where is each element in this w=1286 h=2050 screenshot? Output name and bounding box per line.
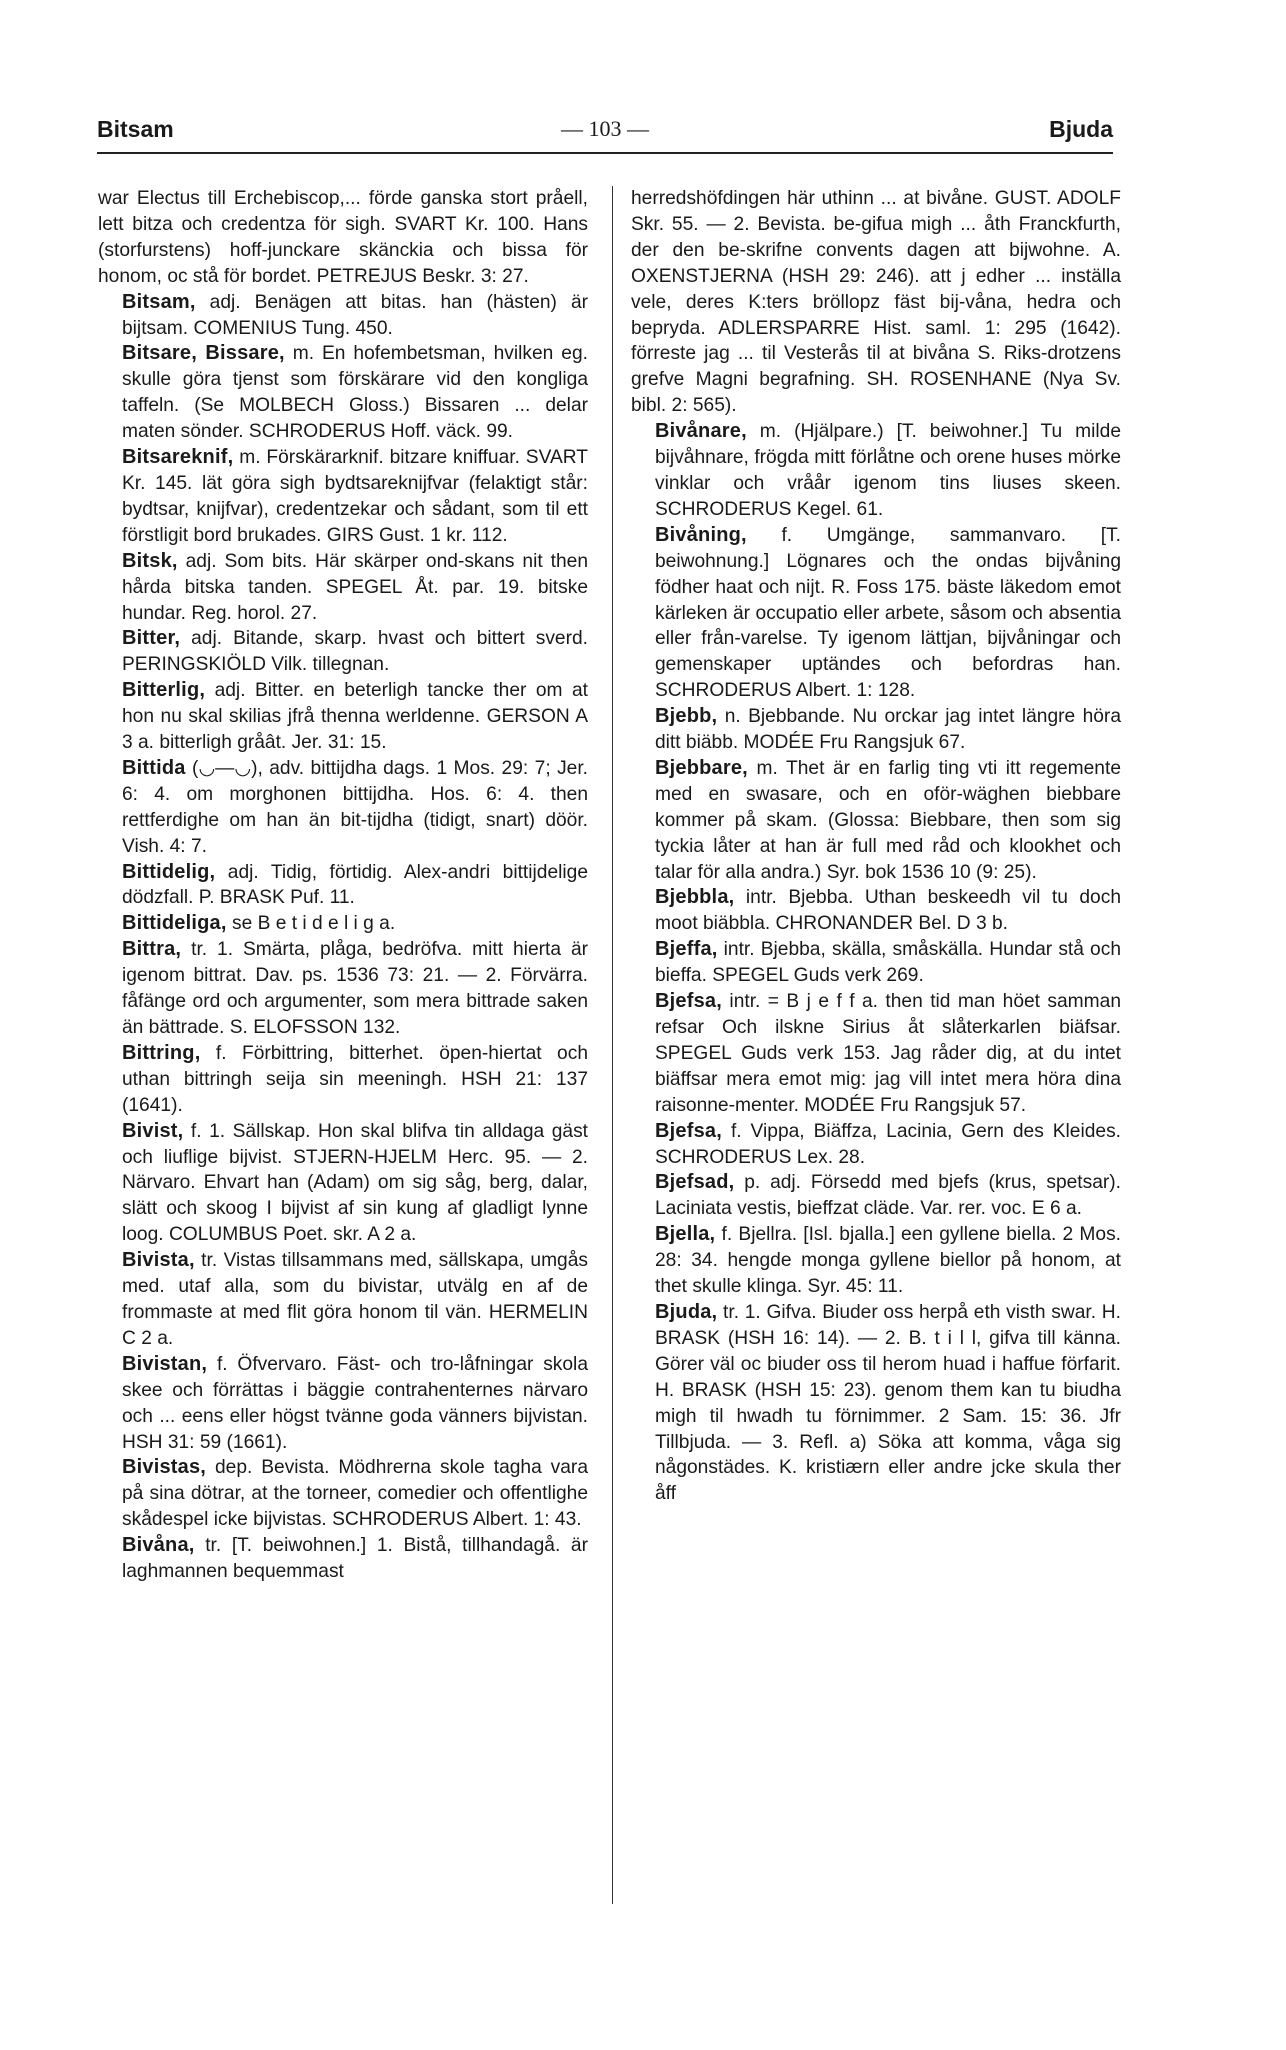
dictionary-entry: [631, 756, 1121, 886]
entry-text: intr. Bjebba. Uthan beskeedh vil tu doch moot biäbbla. CHRONANDER Bel. D 3 b.: [655, 887, 1121, 935]
dictionary-entry: [98, 1248, 588, 1352]
headword: Bivistan,: [122, 1352, 208, 1375]
headword: Bittideliga,: [122, 912, 227, 935]
dictionary-entry: [631, 419, 1121, 523]
left-column: [98, 186, 588, 1585]
entry-text: tr. 1. Gifva. Biuder oss herpå eth visth swar. H. BRASK (HSH 16: 14). — 2. B. t i l l, gifva till känna. Görer väl oc biuder oss til herom huad i haffue förfarit. H. BRASK (HSH 15: 23). genom them kan tu biudha migh til hwadh tu förnimmer. 2 Sam. 15: 36. Jfr Tillbjuda. — 3. Refl. a) Söka att komma, våga sig någonstädes. K. kristiærn eller andre jcke skula ther åff: [655, 1301, 1121, 1505]
entry-text: tr. Vistas tillsammans med, sällskapa, umgås med. utaf alla, som du bivistar, utvälg en af de frommaste at med flit göra honom til vän. HERMELIN C 2 a.: [122, 1250, 588, 1349]
headword: Bjefsa,: [655, 1119, 722, 1142]
dictionary-entry: [98, 860, 588, 912]
dictionary-entry: [631, 1119, 1121, 1171]
entry-text: se B e t i d e l i g a.: [226, 913, 396, 935]
entry-text: f. Vippa, Biäffza, Lacinia, Gern des Kleides. SCHRODERUS Lex. 28.: [655, 1120, 1121, 1168]
headword: Bitsare, Bissare,: [122, 342, 285, 365]
dictionary-entry: [631, 1222, 1121, 1300]
entry-text: f. Umgänge, sammanvaro. [T. beiwohnung.] Lögnares och the ondas bijvåning födher haat och nijt. R. Foss 175. bäste läkedom emot kärleken är occupatio eller arbete, såsom och absentia eller från-varelse. Ty igenom lättjan, bijvåningar och gemenskaper uptändes och befordras han. SCHRODERUS Albert. 1: 128.: [655, 524, 1121, 702]
dictionary-entry: [98, 186, 588, 290]
entry-text: adj. Benägen att bitas. han (hästen) är bijtsam. COMENIUS Tung. 450.: [122, 291, 588, 339]
headword: Bjefsad,: [655, 1171, 735, 1194]
dictionary-entry: [631, 186, 1121, 419]
dictionary-entry: [98, 549, 588, 627]
headword: Bitterlig,: [122, 679, 206, 702]
headword: Bitsam,: [122, 290, 196, 313]
dictionary-entry: [631, 885, 1121, 937]
entry-text: intr. = B j e f f a. then tid man höet samman refsar Och ilskne Sirius åt slåterkarlen biäfsar. SPEGEL Guds verk 153. Jag råder dig, at du intet biäffsar mera emot mig: jag vill intet mera höra dina raisonne-menter. MODÉE Fru Rangsjuk 57.: [655, 991, 1121, 1116]
dictionary-entry: [631, 704, 1121, 756]
dictionary-entry: [98, 678, 588, 756]
headword: Bjebbare,: [655, 756, 748, 779]
entry-text: p. adj. Försedd med bjefs (krus, spetsar). Laciniata vestis, bieffzat cläde. Var. rer. voc. E 6 a.: [655, 1172, 1121, 1220]
entry-text: m. En hofembetsman, hvilken eg. skulle göra tjenst som förskärare vid den kongliga taffeln. (Se MOLBECH Gloss.) Bissaren ... delar maten sönder. SCHRODERUS Hoff. väck. 99.: [122, 343, 588, 443]
dictionary-entry: [631, 1170, 1121, 1222]
headword: Bivista,: [122, 1249, 195, 1272]
dictionary-entry: [98, 290, 588, 342]
dictionary-entry: [98, 937, 588, 1041]
entry-text: war Electus till Erchebiscop,... förde ganska stort pråell, lett bitza och credentza för sigh. SVART Kr. 100. Hans (storfurstens) hoff-junckare skänckia och bissa för honom, oc stå för bordet. PETREJUS Beskr. 3: 27.: [98, 188, 588, 287]
headword: Bivånare,: [655, 420, 747, 443]
headword: Bittring,: [122, 1041, 201, 1064]
dictionary-entry: [98, 626, 588, 678]
dictionary-entry: [631, 1300, 1121, 1507]
entry-text: m. Thet är en farlig ting vti itt regemente med en swasare, och en oför-wäghen biebbare kommer på skam. (Glossa: Biebbare, then som sig tyckia låter at han är full med råd och klookhet och talar för alla andra.) Syr. bok 1536 10 (9: 25).: [655, 757, 1121, 883]
entry-text: m. Förskärarknif. bitzare kniffuar. SVART Kr. 145. lät göra sigh bydtsareknijfvar (felaktigt står: bydtsar, knijfvar), credentzekar och sådant, som til ett förstligit bord brukades. GIRS Gust. 1 kr. 112.: [122, 447, 588, 546]
entry-text: m. (Hjälpare.) [T. beiwohner.] Tu milde bijvåhnare, frögda mitt förlåtne och orene huses mörke vinklar och vråår igenom tins liuses skeen. SCHRODERUS Kegel. 61.: [655, 421, 1121, 520]
headword: Bittidelig,: [122, 860, 216, 883]
right-column: [631, 186, 1121, 1507]
headword: Bjefsa,: [655, 990, 722, 1013]
headword: Bjeffa,: [655, 938, 718, 961]
running-head-right: Bjuda: [1049, 116, 1113, 142]
entry-text: tr. 1. Smärta, plåga, bedröfva. mitt hierta är igenom bittrat. Dav. ps. 1536 73: 21. — 2. Förvärra. fåfänge ord och argumenter, som mera bittrade saken än bättrade. S. ELOFSSON 132.: [122, 939, 588, 1038]
dictionary-entry: [98, 1352, 588, 1456]
headword: Bittida: [122, 756, 186, 779]
headword: Bitsareknif,: [122, 446, 234, 469]
headword: Bivåning,: [655, 523, 747, 546]
entry-text: adj. Bitande, skarp. hvast och bittert sverd. PERINGSKIÖLD Vilk. tillegnan.: [122, 628, 588, 676]
entry-text: n. Bjebbande. Nu orckar jag intet längre höra ditt biäbb. MODÉE Fru Rangsjuk 67.: [655, 706, 1121, 754]
page-number: — 103 —: [561, 116, 649, 141]
entry-text: dep. Bevista. Mödhrerna skole tagha vara på sina dötrar, at the torneer, comedier och offentlighe skådespel icke bijvistas. SCHRODERUS Albert. 1: 43.: [122, 1457, 588, 1531]
column-divider: [612, 186, 613, 1904]
dictionary-entry: [98, 756, 588, 860]
headword: Bjebb,: [655, 705, 718, 728]
dictionary-entry: [631, 523, 1121, 704]
dictionary-entry: [98, 1119, 588, 1249]
headword: Bitter,: [122, 627, 181, 650]
headword: Bivistas,: [122, 1456, 207, 1479]
headword: Bittra,: [122, 938, 182, 961]
headword: Bivist,: [122, 1119, 184, 1142]
headword: Bjebbla,: [655, 886, 735, 909]
running-head: [97, 116, 1113, 150]
headword: Bivåna,: [122, 1534, 195, 1557]
headword: Bitsk,: [122, 549, 178, 572]
entry-text: herredshöfdingen här uthinn ... at bivåne. GUST. ADOLF Skr. 55. — 2. Bevista. be-gifua migh ... åth Franckfurth, der den be-skrifne convents dagen att bijwohne. A. OXENSTJERNA (HSH 29: 246). att j edher ... inställa vele, deres K:ters bröllopz fäst bij-våna, hedra och bepryda. ADLERSPARRE Hist. saml. 1: 295 (1642). förreste jag ... til Vesterås til at bivåna S. Riks-drotzens grefve Magni begrafning. SH. ROSENHANE (Nya Sv. bibl. 2: 565).: [631, 188, 1121, 417]
dictionary-entry: [98, 911, 588, 937]
dictionary-entry: [98, 341, 588, 445]
entry-text: f. Förbittring, bitterhet. öpen-hiertat och uthan bittringh seija sin meeningh. HSH 21: 137 (1641).: [122, 1042, 588, 1116]
dictionary-entry: [631, 937, 1121, 989]
headword: Bjuda,: [655, 1300, 718, 1323]
dictionary-entry: [98, 445, 588, 549]
entry-text: f. 1. Sällskap. Hon skal blifva tin alldaga gäst och liuflige bijvist. STJERN-HJELM Herc. 95. — 2. Närvaro. Ehvart han (Adam) om sig såg, berg, dalar, slätt och skoog I bijvist af sin kung af gladligt lynne loog. COLUMBUS Poet. skr. A 2 a.: [122, 1120, 588, 1246]
running-head-left: Bitsam: [97, 116, 174, 142]
entry-text: f. Öfvervaro. Fäst- och tro-låfningar skola skee och förrättas i bäggie contrahenternes närvaro och ... eens eller högst tvänne goda vänners bijvistan. HSH 31: 59 (1661).: [122, 1353, 588, 1453]
entry-text: (◡—◡), adv. bittijdha dags. 1 Mos. 29: 7; Jer. 6: 4. om morghonen bittijdha. Hos. 6: 4. then rettferdighe om han än bit-tijdha (tidigt, snart) döör. Vish. 4: 7.: [122, 757, 588, 857]
dictionary-entry: [98, 1041, 588, 1119]
header-rule: [97, 152, 1113, 154]
entry-text: f. Bjellra. [Isl. bjalla.] een gyllene biella. 2 Mos. 28: 34. hengde monga gyllene biellor på honom, at thet skulle klinga. Syr. 45: 11.: [655, 1224, 1121, 1298]
dictionary-entry: [631, 989, 1121, 1119]
entry-text: adj. Tidig, förtidig. Alex-andri bittijdelige dödzfall. P. BRASK Puf. 11.: [122, 861, 588, 909]
entry-text: adj. Bitter. en beterligh tancke ther om at hon nu skal skilias jfrå thenna werldenne. GERSON A 3 a. bitterligh gråât. Jer. 31: 15.: [122, 680, 588, 754]
entry-text: intr. Bjebba, skälla, småskälla. Hundar stå och bieffa. SPEGEL Guds verk 269.: [655, 939, 1121, 987]
dictionary-entry: [98, 1455, 588, 1533]
headword: Bjella,: [655, 1223, 716, 1246]
entry-text: tr. [T. beiwohnen.] 1. Bistå, tillhandagå. är laghmannen bequemmast: [122, 1535, 588, 1583]
entry-text: adj. Som bits. Här skärper ond-skans nit then hårda bitska tanden. SPEGEL Åt. par. 19. bitske hundar. Reg. horol. 27.: [122, 550, 588, 624]
dictionary-entry: [98, 1533, 588, 1585]
